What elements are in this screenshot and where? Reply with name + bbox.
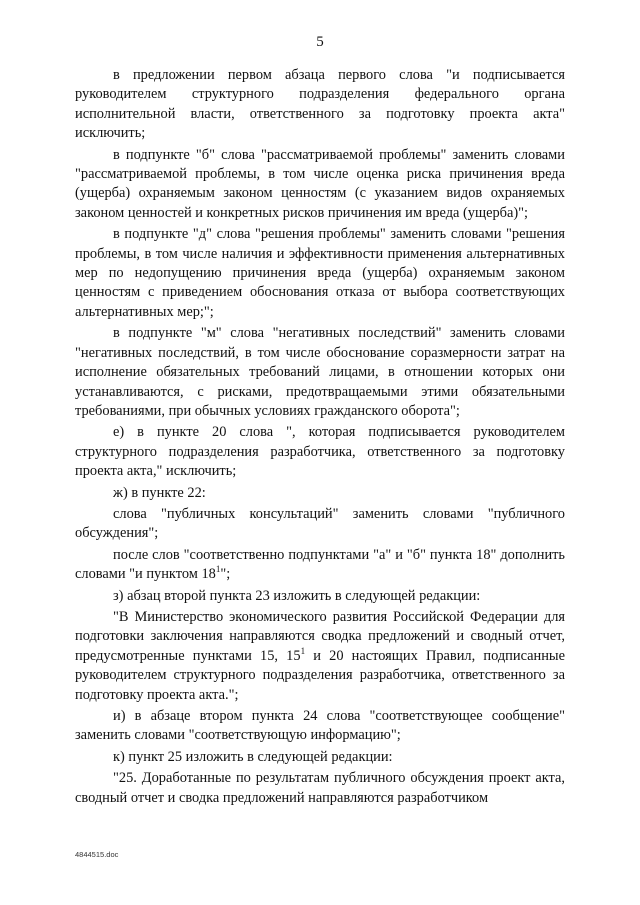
paragraph-text: "В Министерство экономического развития Российской Федерации для подготовки заключения направляются сводка предложений и сводный отчет, предусмотренные пунктами 15, 15 (75, 608, 565, 664)
paragraph-text: в подпункте "д" слова "решения проблемы" заменить словами "решения проблемы, в том числе наличия и эффективности применения альтернативных мер по недопущению причинения вреда (ущерба) охраняемым законом ценностям с приведением обоснования отказа от выбора соответствующих альтернативных мер;"; (75, 226, 565, 320)
paragraph (75, 484, 565, 503)
paragraph-text: з) абзац второй пункта 23 изложить в следующей редакции: (113, 587, 481, 604)
paragraph (75, 423, 565, 481)
paragraph-text: в подпункте "б" слова "рассматриваемой проблемы" заменить словами "рассматриваемой проблемы, в том числе оценка риска причинения вреда (ущерба) охраняемым законом ценностям (с указанием видов охраняемых законом ценностей и конкретных рисков причинения им вреда (ущерба)"; (75, 146, 565, 221)
page-number: 5 (316, 34, 324, 50)
paragraph (75, 546, 565, 585)
paragraph-text: и 20 настоящих Правил, подписанные руководителем структурного подразделения разработчика, ответственного за подготовку проекта акта."; (75, 647, 565, 703)
superscript-text: 1 (300, 645, 306, 656)
paragraph-text: после слов "соответственно подпунктами "а" и "б" пункта 18" дополнить словами "и пунктом 18 (75, 546, 565, 583)
paragraph (75, 587, 565, 606)
paragraph-text: "25. Доработанные по результатам публичного обсуждения проект акта, сводный отчет и сводка предложений направляются разработчиком (75, 770, 565, 806)
paragraph (75, 748, 565, 767)
paragraph-text: в предложении первом абзаца первого слова "и подписывается руководителем структурного подразделения федерального органа исполнительной власти, ответственного за подготовку проекта акта" исключить; (75, 67, 565, 142)
paragraph (75, 707, 565, 746)
paragraph-text: е) в пункте 20 слова ", которая подписывается руководителем структурного подразделения разработчика, ответственного за подготовку проекта акта," исключить; (75, 424, 565, 480)
paragraph (75, 505, 565, 544)
paragraph (75, 66, 565, 144)
paragraph (75, 769, 565, 808)
paragraph-text: к) пункт 25 изложить в следующей редакции: (113, 748, 393, 765)
paragraph (75, 608, 565, 705)
file-name-footer: 4844515.doc (75, 850, 119, 859)
paragraph-text: ж) в пункте 22: (113, 484, 206, 501)
document-body (75, 66, 565, 810)
paragraph (75, 324, 565, 421)
paragraph-text: слова "публичных консультаций" заменить словами "публичного обсуждения"; (75, 505, 565, 542)
paragraph-text: и) в абзаце втором пункта 24 слова "соответствующее сообщение" заменить словами "соответствующую информацию"; (75, 708, 565, 744)
paragraph-text: "; (220, 566, 231, 583)
paragraph (75, 225, 565, 322)
superscript-text: 1 (215, 564, 221, 575)
paragraph (75, 146, 565, 224)
paragraph-text: в подпункте "м" слова "негативных последствий" заменить словами "негативных последствий, в том числе обоснование соразмерности затрат на исполнение обязательных требований лицами, в отношении которых они устанавливаются, с рисками, предотвращаемыми этими обязательными требованиями, при обычных условиях гражданского оборота"; (75, 325, 565, 419)
